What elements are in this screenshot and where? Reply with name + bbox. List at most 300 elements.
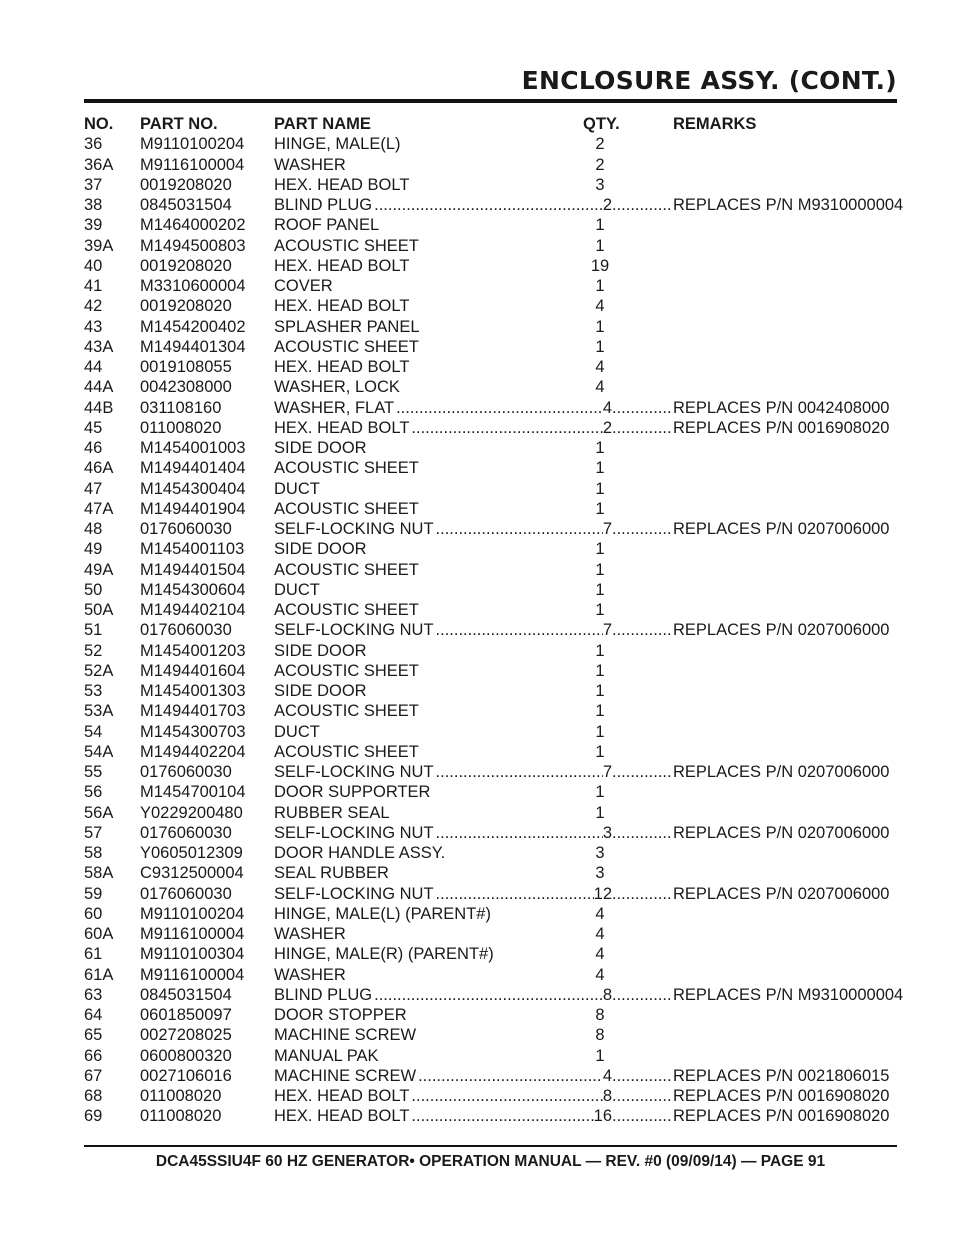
dot-leader [418, 1066, 603, 1086]
cell-part-no: M3310600004 [140, 277, 246, 295]
cell-no: 66 [84, 1046, 103, 1065]
cell-qty: 1 [595, 499, 605, 518]
cell-qty: 3 [595, 864, 605, 883]
cell-part-name: ROOF PANEL [274, 216, 380, 235]
cell-part-no: M1464000202 [140, 216, 246, 235]
cell-part-name: DUCT [274, 722, 320, 741]
cell-no: 55 [84, 763, 103, 781]
col-header-remarks: REMARKS [673, 115, 757, 133]
dot-leader [612, 620, 672, 640]
cell-qty: 1 [595, 641, 605, 660]
cell-part-name: BLIND PLUG [274, 985, 373, 1004]
cell-no: 58A [84, 864, 114, 883]
cell-no: 46A [84, 459, 114, 478]
cell-part-no: Y0229200480 [140, 803, 243, 822]
cell-part-no: 0019208020 [140, 175, 232, 194]
cell-no: 40 [84, 256, 103, 275]
cell-no: 64 [84, 1006, 103, 1024]
cell-part-no: M1454300404 [140, 479, 246, 498]
cell-qty: 1 [595, 722, 605, 741]
cell-qty: 1 [595, 661, 605, 680]
cell-part-name: DOOR SUPPORTER [274, 783, 431, 802]
cell-part-no: M1494402104 [140, 601, 246, 619]
cell-name-qty-leader [274, 985, 672, 1005]
table-row [84, 134, 904, 154]
table-row [84, 985, 904, 1005]
cell-qty: 2 [602, 418, 612, 437]
cell-part-no: 0176060030 [140, 884, 232, 903]
cell-name-qty-leader [274, 1066, 672, 1086]
cell-part-name: COVER [274, 277, 333, 295]
cell-part-no: M1494500803 [140, 236, 246, 255]
cell-part-name: ACOUSTIC SHEET [274, 702, 419, 721]
cell-no: 60 [84, 904, 103, 923]
dot-leader [411, 418, 602, 438]
cell-qty: 1 [595, 783, 605, 802]
cell-part-no: 0176060030 [140, 823, 232, 842]
cell-qty: 1 [595, 1046, 605, 1065]
cell-no: 52A [84, 661, 114, 680]
cell-part-no: 0176060030 [140, 621, 232, 640]
cell-remarks: REPLACES P/N 0207006000 [673, 621, 890, 640]
cell-qty: 1 [595, 580, 605, 599]
cell-part-name: WASHER [274, 925, 346, 943]
dot-leader [612, 762, 672, 782]
cell-no: 53A [84, 702, 114, 721]
cell-part-name: SIDE DOOR [274, 641, 367, 660]
dot-leader [612, 418, 672, 438]
cell-no: 48 [84, 520, 103, 538]
cell-part-no: 0027208025 [140, 1026, 232, 1045]
cell-no: 45 [84, 418, 103, 437]
cell-part-name: DOOR HANDLE ASSY. [274, 844, 446, 862]
cell-part-no: M9110100204 [140, 135, 245, 154]
cell-part-name: ACOUSTIC SHEET [274, 560, 419, 579]
table-row [84, 215, 904, 235]
cell-part-name: ACOUSTIC SHEET [274, 601, 419, 619]
cell-part-no: 0600800320 [140, 1046, 232, 1065]
footer-rule [84, 1145, 897, 1147]
cell-part-no: C9312500004 [140, 864, 244, 883]
cell-no: 53 [84, 682, 103, 700]
cell-no: 39 [84, 216, 103, 235]
cell-no: 65 [84, 1026, 103, 1045]
cell-part-name: DUCT [274, 479, 320, 498]
cell-name-qty-leader [274, 398, 672, 418]
cell-qty: 2 [595, 135, 605, 154]
dot-leader [612, 884, 672, 904]
table-row [84, 924, 904, 944]
cell-qty: 1 [595, 439, 605, 457]
cell-part-no: 0601850097 [140, 1006, 232, 1024]
cell-part-name: BLIND PLUG [274, 196, 373, 214]
cell-no: 61 [84, 945, 103, 964]
cell-no: 44 [84, 358, 103, 376]
table-row [84, 1025, 904, 1045]
cell-no: 56 [84, 783, 103, 802]
cell-no: 59 [84, 884, 103, 903]
cell-no: 44B [84, 398, 114, 417]
cell-part-name: SIDE DOOR [274, 540, 367, 559]
cell-remarks: REPLACES P/N 0016908020 [673, 1087, 890, 1105]
table-row [84, 398, 904, 418]
table-header-row [84, 114, 904, 134]
cell-qty: 4 [602, 398, 612, 417]
cell-part-name: WASHER [274, 155, 346, 174]
cell-part-name: HEX. HEAD BOLT [274, 1107, 410, 1126]
cell-no: 36 [84, 135, 103, 154]
cell-part-no: M9116100004 [140, 155, 245, 174]
cell-no: 63 [84, 985, 103, 1004]
cell-part-name: ACOUSTIC SHEET [274, 742, 419, 761]
table-row [84, 782, 904, 802]
cell-part-name: HEX. HEAD BOLT [274, 418, 410, 437]
table-row [84, 276, 904, 296]
cell-no: 50A [84, 601, 114, 619]
parts-table [84, 114, 904, 1127]
cell-qty: 8 [602, 985, 612, 1004]
cell-remarks: REPLACES P/N 0207006000 [673, 763, 890, 781]
cell-qty: 7 [602, 520, 612, 538]
table-row [84, 620, 904, 640]
cell-part-name: HEX. HEAD BOLT [274, 256, 410, 275]
table-row [84, 722, 904, 742]
cell-qty: 3 [595, 175, 605, 194]
cell-no: 67 [84, 1066, 103, 1085]
cell-qty: 3 [602, 823, 612, 842]
cell-part-name: HEX. HEAD BOLT [274, 297, 410, 316]
cell-qty: 2 [602, 196, 612, 214]
cell-part-name: ACOUSTIC SHEET [274, 236, 419, 255]
table-row [84, 195, 904, 215]
cell-no: 37 [84, 175, 103, 194]
table-row [84, 317, 904, 337]
table-row [84, 155, 904, 175]
table-row [84, 296, 904, 316]
dot-leader [612, 398, 672, 418]
cell-part-name: SELF-LOCKING NUT [274, 520, 434, 538]
cell-part-name: ACOUSTIC SHEET [274, 661, 419, 680]
cell-part-no: 0019108055 [140, 358, 232, 376]
cell-remarks: REPLACES P/N M9310000004 [673, 196, 904, 214]
table-row [84, 560, 904, 580]
dot-leader [436, 620, 603, 640]
cell-remarks: REPLACES P/N M9310000004 [673, 985, 904, 1004]
table-row [84, 418, 904, 438]
cell-name-qty-leader [274, 823, 672, 843]
cell-qty: 1 [595, 742, 605, 761]
cell-qty: 1 [595, 459, 605, 478]
cell-part-no: 0845031504 [140, 196, 232, 214]
cell-part-no: Y0605012309 [140, 844, 243, 862]
cell-no: 54 [84, 722, 103, 741]
cell-part-no: 0027106016 [140, 1066, 232, 1085]
table-row [84, 357, 904, 377]
cell-qty: 1 [595, 479, 605, 498]
cell-part-name: MACHINE SCREW [274, 1066, 417, 1085]
cell-part-no: 011008020 [140, 1087, 222, 1105]
cell-part-name: SIDE DOOR [274, 439, 367, 457]
cell-part-name: ACOUSTIC SHEET [274, 459, 419, 478]
dot-leader [396, 398, 603, 418]
table-row [84, 1005, 904, 1025]
table-row [84, 681, 904, 701]
table-row [84, 499, 904, 519]
table-row [84, 519, 904, 539]
table-row [84, 762, 904, 782]
cell-qty: 4 [595, 965, 605, 984]
table-row [84, 701, 904, 721]
cell-part-no: M1454001203 [140, 641, 246, 660]
cell-qty: 4 [595, 378, 605, 397]
cell-part-name: ACOUSTIC SHEET [274, 337, 419, 356]
cell-no: 56A [84, 803, 114, 822]
cell-part-name: HINGE, MALE(L) (PARENT#) [274, 904, 491, 923]
cell-part-name: MACHINE SCREW [274, 1026, 417, 1045]
cell-qty: 1 [595, 216, 605, 235]
dot-leader [612, 195, 672, 215]
cell-part-name: DUCT [274, 580, 320, 599]
table-row [84, 539, 904, 559]
cell-qty: 8 [602, 1087, 612, 1105]
table-row [84, 863, 904, 883]
dot-leader [374, 985, 603, 1005]
cell-part-no: M1494401404 [140, 459, 246, 478]
cell-part-no: M9116100004 [140, 965, 245, 984]
cell-part-no: M1494401504 [140, 560, 246, 579]
cell-part-no: M9110100204 [140, 904, 245, 923]
cell-part-name: SEAL RUBBER [274, 864, 389, 883]
cell-remarks: REPLACES P/N 0207006000 [673, 520, 890, 538]
cell-remarks: REPLACES P/N 0016908020 [673, 418, 890, 437]
table-row [84, 823, 904, 843]
cell-remarks: REPLACES P/N 0016908020 [673, 1107, 890, 1126]
cell-remarks: REPLACES P/N 0207006000 [673, 823, 890, 842]
dot-leader [436, 823, 603, 843]
cell-no: 54A [84, 742, 114, 761]
table-row [84, 904, 904, 924]
cell-no: 51 [84, 621, 103, 640]
cell-no: 43 [84, 317, 103, 336]
cell-part-no: 0845031504 [140, 985, 232, 1004]
cell-qty: 8 [595, 1006, 605, 1024]
dot-leader [612, 1066, 672, 1086]
cell-qty: 4 [595, 358, 605, 376]
cell-qty: 4 [595, 945, 605, 964]
table-row [84, 742, 904, 762]
cell-part-name: SIDE DOOR [274, 682, 367, 700]
table-row [84, 803, 904, 823]
cell-no: 49A [84, 560, 114, 579]
cell-name-qty-leader [274, 762, 672, 782]
cell-no: 69 [84, 1107, 103, 1126]
cell-qty: 1 [595, 540, 605, 559]
cell-part-no: 011008020 [140, 1107, 222, 1126]
cell-part-no: 011008020 [140, 418, 222, 437]
cell-qty: 12 [593, 884, 612, 903]
cell-part-no: M1454300604 [140, 580, 246, 599]
cell-qty: 1 [595, 803, 605, 822]
cell-no: 36A [84, 155, 114, 174]
cell-qty: 8 [595, 1026, 605, 1045]
cell-part-name: HINGE, MALE(R) (PARENT#) [274, 945, 494, 964]
table-row [84, 641, 904, 661]
cell-name-qty-leader [274, 519, 672, 539]
cell-part-name: DOOR STOPPER [274, 1006, 407, 1024]
cell-no: 39A [84, 236, 114, 255]
cell-part-no: 031108160 [140, 398, 222, 417]
cell-part-name: SELF-LOCKING NUT [274, 884, 434, 903]
table-row [84, 965, 904, 985]
cell-part-name: WASHER, FLAT [274, 398, 395, 417]
cell-qty: 4 [595, 297, 605, 316]
cell-part-no: M1454001003 [140, 439, 246, 457]
table-row [84, 458, 904, 478]
cell-part-name: HINGE, MALE(L) [274, 135, 401, 154]
cell-name-qty-leader [274, 620, 672, 640]
page-footer: DCA45SSIU4F 60 HZ GENERATOR• OPERATION MANUAL — REV. #0 (09/09/14) — PAGE 91 [155, 1153, 826, 1170]
cell-no: 60A [84, 925, 114, 943]
cell-qty: 1 [595, 601, 605, 619]
cell-qty: 4 [595, 904, 605, 923]
cell-no: 50 [84, 580, 103, 599]
cell-part-name: HEX. HEAD BOLT [274, 358, 410, 376]
cell-part-no: M1454001103 [140, 540, 245, 559]
table-row [84, 175, 904, 195]
cell-qty: 16 [593, 1107, 612, 1126]
cell-no: 38 [84, 196, 103, 214]
dot-leader [436, 519, 603, 539]
cell-qty: 1 [595, 337, 605, 356]
cell-part-name: SPLASHER PANEL [274, 317, 420, 336]
cell-part-name: SELF-LOCKING NUT [274, 621, 434, 640]
cell-part-name: MANUAL PAK [274, 1046, 379, 1065]
cell-name-qty-leader [274, 884, 672, 904]
cell-qty: 4 [602, 1066, 612, 1085]
cell-remarks: REPLACES P/N 0207006000 [673, 884, 890, 903]
dot-leader [612, 985, 672, 1005]
cell-part-no: M1494402204 [140, 742, 246, 761]
cell-part-no: 0176060030 [140, 763, 232, 781]
cell-part-name: WASHER [274, 965, 346, 984]
cell-qty: 1 [595, 702, 605, 721]
header-rule [84, 99, 897, 103]
cell-qty: 1 [595, 277, 605, 295]
cell-part-no: M1494401304 [140, 337, 246, 356]
cell-name-qty-leader [274, 1086, 672, 1106]
cell-no: 57 [84, 823, 103, 842]
cell-no: 41 [84, 277, 103, 295]
col-header-part-no: PART NO. [140, 115, 218, 133]
table-row [84, 1066, 904, 1086]
table-row [84, 438, 904, 458]
cell-part-no: M1494401904 [140, 499, 246, 518]
cell-part-name: SELF-LOCKING NUT [274, 763, 434, 781]
cell-part-no: M1454300703 [140, 722, 246, 741]
dot-leader [436, 762, 603, 782]
cell-part-no: M9116100004 [140, 925, 245, 943]
table-body [84, 134, 904, 1126]
cell-no: 46 [84, 439, 103, 457]
cell-part-name: HEX. HEAD BOLT [274, 1087, 410, 1105]
table-row [84, 843, 904, 863]
dot-leader [374, 195, 603, 215]
cell-part-no: M1494401604 [140, 661, 246, 680]
dot-leader [612, 1086, 672, 1106]
cell-qty: 1 [595, 236, 605, 255]
cell-qty: 19 [590, 256, 610, 275]
cell-qty: 1 [595, 560, 605, 579]
table-row [84, 479, 904, 499]
table-row [84, 1086, 904, 1106]
cell-remarks: REPLACES P/N 0021806015 [673, 1066, 890, 1085]
cell-part-name: WASHER, LOCK [274, 378, 400, 397]
cell-part-no: M1454001303 [140, 682, 246, 700]
col-header-no: NO. [84, 115, 114, 133]
table-row [84, 1046, 904, 1066]
table-row [84, 600, 904, 620]
dot-leader [411, 1106, 593, 1126]
cell-no: 49 [84, 540, 103, 559]
cell-part-no: 0019208020 [140, 297, 232, 316]
dot-leader [436, 884, 594, 904]
dot-leader [411, 1086, 602, 1106]
cell-remarks: REPLACES P/N 0042408000 [673, 398, 890, 417]
dot-leader [612, 1106, 672, 1126]
cell-no: 44A [84, 378, 114, 397]
cell-part-name: HEX. HEAD BOLT [274, 175, 410, 194]
cell-part-no: M1494401703 [140, 702, 246, 721]
table-row [84, 661, 904, 681]
cell-qty: 4 [595, 925, 605, 943]
cell-no: 58 [84, 844, 103, 862]
cell-no: 68 [84, 1087, 103, 1105]
table-row [84, 944, 904, 964]
cell-part-no: 0176060030 [140, 520, 232, 538]
cell-no: 52 [84, 641, 103, 660]
cell-part-name: SELF-LOCKING NUT [274, 823, 434, 842]
cell-name-qty-leader [274, 1106, 672, 1126]
table-row [84, 884, 904, 904]
page-title: ENCLOSURE ASSY. (CONT.) [521, 66, 897, 95]
cell-part-no: M1454200402 [140, 317, 246, 336]
table-row [84, 580, 904, 600]
table-row [84, 1106, 904, 1126]
cell-name-qty-leader [274, 195, 672, 215]
col-header-part-name: PART NAME [274, 115, 371, 133]
dot-leader [612, 519, 672, 539]
table-row [84, 337, 904, 357]
cell-qty: 3 [595, 844, 605, 862]
cell-qty: 1 [595, 317, 605, 336]
table-row [84, 377, 904, 397]
cell-part-no: 0042308000 [140, 378, 232, 397]
cell-no: 47A [84, 499, 114, 518]
col-header-qty: QTY. [583, 115, 620, 133]
table-row [84, 236, 904, 256]
table-row [84, 256, 904, 276]
cell-part-name: RUBBER SEAL [274, 803, 390, 822]
cell-qty: 7 [602, 763, 612, 781]
cell-qty: 2 [595, 155, 605, 174]
cell-part-name: ACOUSTIC SHEET [274, 499, 419, 518]
cell-qty: 1 [595, 682, 605, 700]
cell-part-no: M1454700104 [140, 783, 246, 802]
cell-name-qty-leader [274, 418, 672, 438]
cell-part-no: M9110100304 [140, 945, 245, 964]
cell-no: 43A [84, 337, 114, 356]
cell-no: 61A [84, 965, 114, 984]
